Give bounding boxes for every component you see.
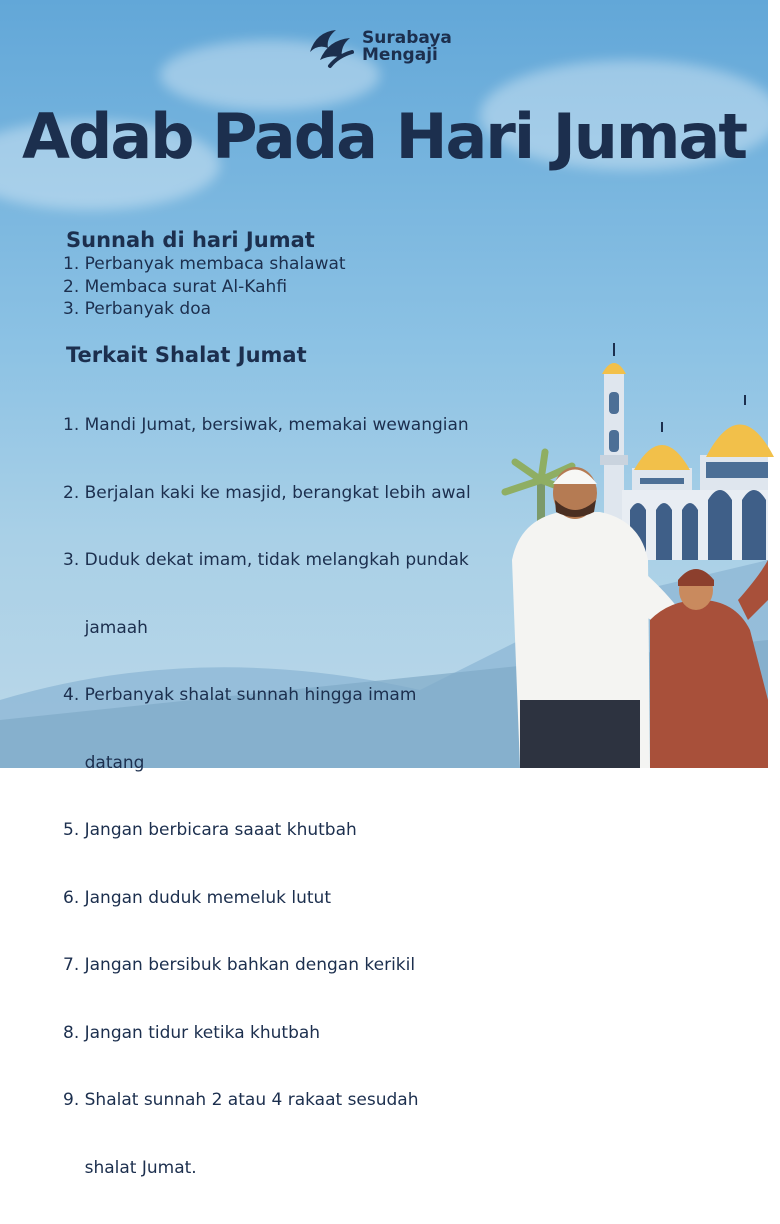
- logo-line-2: Mengaji: [362, 45, 438, 65]
- list-item: 4. Perbanyak shalat sunnah hingga imam: [63, 685, 417, 705]
- list-item: 2. Berjalan kaki ke masjid, berangkat lebih awal: [63, 482, 471, 503]
- sunnah-heading: Sunnah di hari Jumat: [66, 228, 315, 252]
- logo: [306, 26, 452, 68]
- logo-line-1: Surabaya: [362, 28, 452, 48]
- list-item: datang: [63, 752, 145, 773]
- shalat-heading: Terkait Shalat Jumat: [66, 343, 307, 367]
- list-item: 7. Jangan bersibuk bahkan dengan kerikil: [63, 955, 416, 975]
- shalat-list: [63, 369, 471, 1224]
- sunnah-list: [63, 253, 346, 321]
- surabaya-mengaji-logo-icon: [306, 26, 356, 68]
- list-item: 8. Jangan tidur ketika khutbah: [63, 1022, 321, 1043]
- list-item: 1. Perbanyak membaca shalawat: [63, 254, 346, 274]
- list-item: 1. Mandi Jumat, bersiwak, memakai wewangian: [63, 415, 469, 435]
- list-item: 3. Perbanyak doa: [63, 299, 212, 319]
- list-item: 2. Membaca surat Al-Kahfi: [63, 276, 288, 297]
- list-item: shalat Jumat.: [63, 1157, 197, 1178]
- list-item: 5. Jangan berbicara saaat khutbah: [63, 820, 357, 840]
- page-title: Adab Pada Hari Jumat: [21, 100, 746, 173]
- list-item: 6. Jangan duduk memeluk lutut: [63, 887, 331, 908]
- list-item: jamaah: [63, 617, 148, 638]
- logo-text: [362, 30, 452, 64]
- list-item: 9. Shalat sunnah 2 atau 4 rakaat sesudah: [63, 1090, 419, 1110]
- list-item: 3. Duduk dekat imam, tidak melangkah pundak: [63, 550, 469, 570]
